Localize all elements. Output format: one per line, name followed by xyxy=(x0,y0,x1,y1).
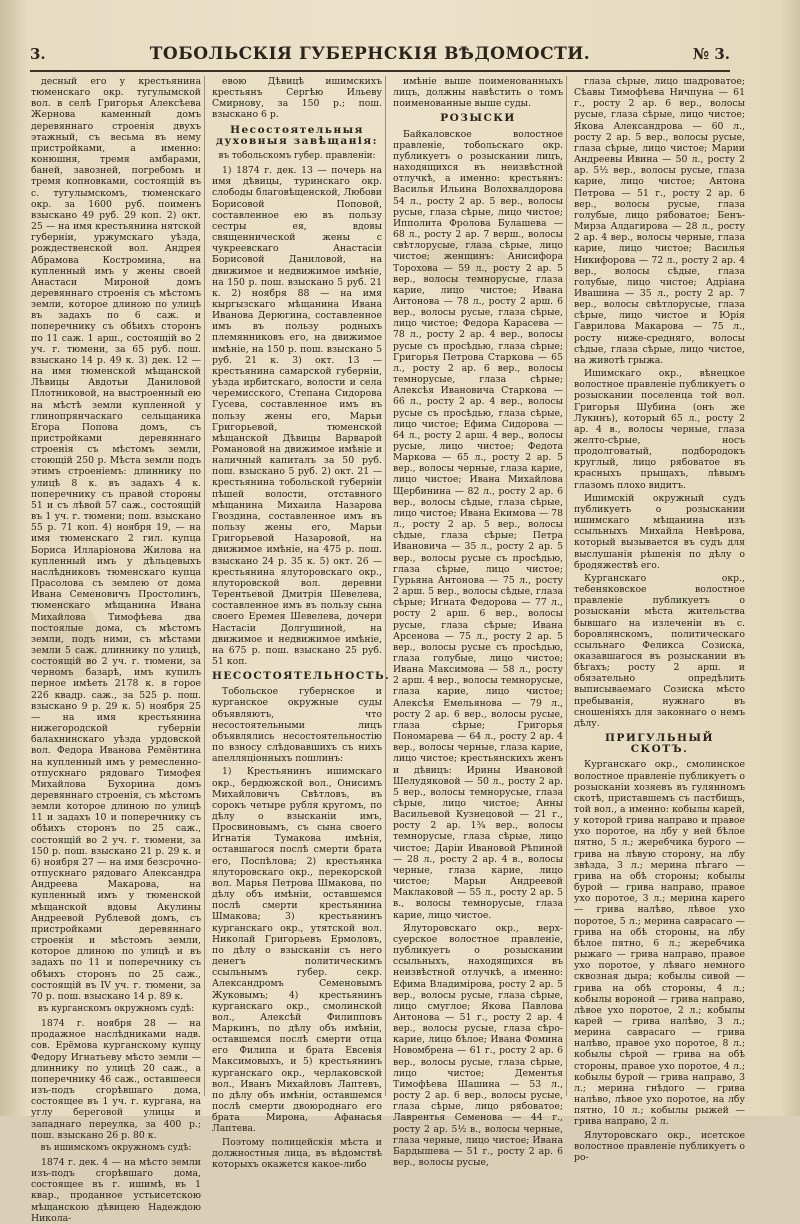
article-paragraph: евою Дѣвицѣ ишимскихъ крестьянъ Сергѣю Ильеву Смирнову, за 150 р.; пош. взыскано 6 р. xyxy=(212,76,382,121)
article-paragraph: Ялуторовскаго окр., исетское волостное правленіе публикуетъ о ро- xyxy=(574,1129,745,1163)
subsection-heading: въ тобольскомъ губер. правленіи: xyxy=(218,150,376,161)
article-paragraph: Тобольское губернское и курганское окружные суды объявляютъ, что несостоятельными лицъ объявлялись несостоятельностію по взносу слѣдовавшихъ съ нихъ апелляціонныхъ пошлинъ: xyxy=(212,686,382,765)
issue-number: № 3. xyxy=(692,45,730,63)
article-paragraph: Поэтому полицейскія мѣста и должностныя лица, въ вѣдомствѣ которыхъ окажется какое-либо xyxy=(212,1136,382,1170)
text-column-3 xyxy=(390,76,567,1168)
article-paragraph: Курганскаго окр., тебеняковское волостное правленіе публикуетъ о розысканіи мѣста жительства бывшаго на излеченіи въ с. боровлянскомъ, политическаго ссыльнаго Феликса Созиска, оказавшагося въ розыскании въ бѣгахъ; росту 2 арш. и обязательно опредѣлить выписываемаго Созиска мѣсто пребыванія, нужнаго въ сношеніяхъ для законнаго о немъ дѣлу. xyxy=(574,572,745,729)
section-heading: Несостоятельныя духовныя завѣщанія: xyxy=(215,123,379,147)
article-paragraph: Ишимскій окружный судъ публикуетъ о розыскании ишимскаго мѣщанина изъ ссыльныхъ Михайла Невѣрова, который вызывается въ судъ для выслушанія рѣшенія по дѣлу о бродяжествѣ его. xyxy=(574,492,745,571)
article-paragraph: Ялуторовскаго окр., верх-суерское волостное правленіе, публикуетъ о розыскании ссыльныхъ, находящихся въ неизвѣстной отлучкѣ, а именно: Ефима Владимірова, росту 2 ар. 5 вер., волосы русые, глаза сѣрые, лицо смуглое; Якова Павлова Антонова — 51 г., росту 2 ар. 4 вер., волосы русые, глаза сѣро-карие, лицо бѣлое; Ивана Фомина Новомбрена — 61 г., росту 2 ар. 6 вер., волосы русые, глаза сѣрые, лицо чистое; Дементья Тимофѣева Шашина — 53 л., росту 2 ар. 6 вер., волосы русые, глаза сѣрые, лицо рябоватое; Лаврентья Семенова — 44 г., росту 2 ар. 5½ в., волосы черные, глаза черные, лицо чистое; Ивана Бардышева — 51 г., росту 2 ар. 6 вер., волосы русые, xyxy=(393,922,563,1168)
section-heading: НЕСОСТОЯТЕЛЬНОСТЬ. xyxy=(212,670,391,683)
subsection-heading: въ ишимскомъ окружномъ судѣ: xyxy=(40,1142,192,1153)
article-paragraph: 1874 г. ноября 28 — на продажное наслѣдниками надв. сов. Ерёмова курганскому купцу Федору Игнатьеву мѣсто земли — длиннику по улицѣ 20 саж., а поперечнику 46 саж., оставшееся изъ-подъ сгорѣвшаго дома, состоящее въ 1 уч. г. кургана, на углу береговой улицы и западнаго переулка, за 400 р.; пош. взыскано 26 р. 80 к. xyxy=(31,1018,201,1141)
text-column-1 xyxy=(28,76,205,1224)
page-number: 3. xyxy=(30,45,46,63)
article-paragraph: 1) Крестьянинъ ишимскаго окр., бердюжской вол., Онисимъ Михайловичъ Свѣтловъ, въ сорокъ четыре рубля кругомъ, по дѣлу о взысканіи имъ, Просвиновымъ, съ сына своего Игнатія Тумакова имѣнія, оставшагося послѣ смерти брата его, Поспѣлова; 2) крестьянка ялуторовскаго окр., перекорской вол. Марья Петрова Шмакова, по дѣлу объ имѣніи, оставшемся послѣ смерти крестьянина Шмакова; 3) крестьянинъ курганскаго окр., утятской вол. Николай Григорьевъ Ермоловъ, по дѣлу о взысканіи съ него денегъ политическимъ ссыльнымъ губер. секр. Александромъ Семеновымъ Жуковымъ; 4) крестьянинъ курганскаго окр., смолинской вол., Алексѣй Филипповъ Маркинъ, по дѣлу объ имѣніи, оставшемся послѣ смерти отца его Филипа и брата Евсевія Максимовыхъ, и 5) крестьянинъ курганскаго окр., черлаковской вол., Иванъ Михайловъ Лаптевъ, по дѣлу объ имѣніи, оставшемся послѣ смерти двоюроднаго его брата Мирона, Афанасья Лаптева. xyxy=(212,766,382,1135)
article-paragraph: Байкаловское волостное правленіе, тобольскаго окр. публикуетъ о розыскании лицъ, находящихся въ неизвѣстной отлучкѣ, а именно: крестьянъ: Василья Ильина Волохвалдорова 54 л., росту 2 ар. 5 вер., волосы русые, глаза сѣрые, лицо чистое; Ипполита Фролова Булашева — 68 л., росту 2 ар. 7 верш., волосы свѣтлорусые, глаза сѣрые, лицо чистое; женщинъ: Анисифора Торохова — 59 л., росту 2 ар. 5 вер., волосы темнорусые, глаза карие, лицо чистое; Ивана Антонова — 78 л., росту 2 арш. 6 вер., волосы русые, глаза сѣрые, лицо чистое; Федора Карасева — 78 л., росту 2 ар. 4 вер., волосы русые съ просѣдью, глаза сѣрые; Григорья Петрова Старкова — 65 л., росту 2 ар. 6 вер., волосы темнорусые, глаза сѣрые; Алексѣя Ивановича Старкова — 66 л., росту 2 ар. 4 вер., волосы русые съ просѣдью, глаза сѣрые, лицо чистое; Ефима Сидорова — 64 л., росту 2 арш. 4 вер., волосы русые, лицо чистое; Федота Маркова — 65 л., росту 2 ар. 5 вер., волосы черные, глаза карие, лицо чистое; Ивана Михайлова Щербинина — 82 л., росту 2 ар. 6 вер., волосы сѣдые, глаза сѣрые, лицо чистое; Ивана Екимова — 78 л., росту 2 ар. 5 вер., волосы сѣдые, глаза сѣрые; Петра Ивановича — 35 л., росту 2 ар. 5 вер., волосы русые съ просѣдью, глаза сѣрые, лицо чистое; Гурьяна Антонова — 75 л., росту 2 арш. 5 вер., волосы сѣдые, глаза сѣрые; Игната Федорова — 77 л., росту 2 арш. 6 вер., волосы русые, глаза сѣрые; Ивана Арсенова — 75 л., росту 2 ар. 5 вер., волосы русые съ просѣдью, глаза голубые, лицо чистое; Ивана Максимова — 58 л., росту 2 арш. 4 вер., волосы темнорусые, глаза карие, лицо чистое; Алексѣя Емельянова — 79 л., росту 2 ар. 6 вер., волосы русые, глаза сѣрые; Григорья Пономарева — 64 л., росту 2 ар. 4 вер., волосы черные, глаза карие, лицо чистое; крестьянскихъ женъ и дѣвицъ: Ирины Ивановой Шелудяковой — 50 л., росту 2 ар. 5 вер., волосы темнорусые, глаза сѣрые, лицо чистое; Анны Васильевой Кузнецовой — 21 г., росту 2 ар. 1¾ вер., волосы темнорусые, глаза сѣрые, лицо чистое; Даріи Ивановой Рѣпиной — 28 л., росту 2 ар. 4 в., волосы черные, глаза карие, лицо чистое; Марьи Андреевой Маклаковой — 55 л., росту 2 ар. 5 в., волосы темнорусые, глаза карие, лицо чистое. xyxy=(393,128,563,921)
page-header xyxy=(30,38,730,72)
text-column-2 xyxy=(209,76,391,1170)
text-column-4 xyxy=(571,76,748,1163)
article-paragraph: 1) 1874 г. дек. 13 — почерь на имя дѣвицы, туринскаго окр. слободы благовѣщенской, Любови Борисовой Поповой, составленное ею въ пользу сестры ея, вдовы священнической жены с чукреевскаго Анастасіи Борисовой Даниловой, на движимое и недвижимое имѣніе, на 150 р. пош. взыскано 5 руб. 21 к. 2) ноября 88 — на имя кыргызскаго мѣщанина Ивана Иванова Дерюгина, составленное имъ въ пользу родныхъ племянниковъ его, на движимое имѣніе, на 150 р. пош. взыскано 5 руб. 21 к. 3) окт. 13 — крестьянина самарской губерніи, уѣзда ирбитскаго, волости и села черемисского, Степана Сидорова Гусева, составленное имъ въ пользу жены его, Марьи Григорьевой, тюменской мѣщанской Дѣвицы Варварой Романовой на движимое имѣніе и наличный капиталъ за 50 руб. пош. взыскано 5 руб. 2) окт. 21 — крестьянина тобольской губерніи пѣшей волости, отставного мѣщанина Михаила Назарова Гвоздина, составленное имъ въ пользу жены его, Марьи Григорьевой Назаровой, на движимое имѣніе, на 475 р. пош. взыскано 24 р. 35 к. 5) окт. 26 — крестьянина ялуторовскаго окр., ялуторовской вол. деревни Терентьевой Дмитрія Шевелева, составленное имъ въ пользу сына своего Еремея Шевелева, дочери Настасіи Долгушиной, на движимое и недвижимое имѣніе, на 675 р. пош. взыскано 25 руб. 51 коп. xyxy=(212,165,382,667)
article-paragraph: имѣніе выше поименованныхъ лицъ, должны навѣстить о томъ поименованные выше суды. xyxy=(393,76,563,110)
section-heading: ПРИГУЛЬНЫЙ СКОТЪ. xyxy=(605,732,714,756)
newspaper-title: ТОБОЛЬСКIЯ ГУБЕРНСКIЯ ВѢДОМОСТИ. xyxy=(149,44,591,64)
article-paragraph: 1874 г. дек. 4 — на мѣсто земли изъ-подъ сгорѣвшаго дома, состоящее въ г. ишимѣ, въ 1 квар., проданное устьисетскою мѣщанскою дѣвицею Надеждою Никола- xyxy=(31,1157,201,1224)
article-paragraph: десный его у крестьянина тюменскаго окр. тугулымской вол. в селѣ Григорья Алексѣева Жернова каменный домъ деревяннаго строенія двухъ этажный, съ весьма въ нему пристройками, а именно: конюшня, тремя амбарами, баней, завозней, погребомъ и тремя копновками, состоящій въ с. тугулымскомъ, тюменскаго окр. за 1600 руб. поименъ взыскано 49 руб. 29 коп. 2) окт. 25 — на имя крестьянина нятской губерніи, уржумскаго уѣзда, рождественской вол. Андрея Абрамова Костромина, на купленный имъ у жены своей Анастаси Мироной домъ деревяннаго строенія съ мѣстомъ земли, которое длиною по улицѣ въ задахъ по 6 саж. и поперечнику съ обѣихъ сторонъ по 11 саж. 1 арш., состоящій во 2 уч. г. тюмени, за 65 руб. пош. взыскано 14 р. 49 к. 3) дек. 12 — на имя тюменской мѣщанской Лѣвицы Авдотьи Даниловой Плотниковой, на выстроенный ею на мѣстѣ земли купленной у глинопрянчаскаго сельщаника Егора Попова домъ, съ пристройками деревяннаго строенія съ мѣстомъ земли, стоющій 250 р. Мѣста земли подъ этимъ строеніемъ: длиннику по улицѣ 8 к. въ задахъ 4 к. поперечнику съ правой стороны 51 и съ лѣвой 57 саж., состоящій въ 1 уч. г. тюмени; пош. взыскано 55 р. 71 коп. 4) ноября 19, — на имя тюменскаго 2 гил. купца Бориса Илларіонова Жилова на купленный имъ у дѣльцевыхъ наслѣдниковъ тюменскаго купца Прасолова съ землею от дома Ивана Семеновичъ Простолинъ, тюменскаго мѣщанина Ивана Михайлова Тимофѣева два постоялые дома, съ мѣстомъ земли, подъ ними, съ мѣстами земли 5 саж. длиннику по улицѣ, состоящій во 2 уч. г. тюмени, за черномъ базарѣ, имъ купилъ перное имѣеть 2178 к. в горое 226 квадр. саж., за 525 р. пош. взыскано 9 р. 29 к. 5) ноября 25 — на имя крестьянина нижегородской губерніи балахнинскаго уѣзда урдовской вол. Федора Иванова Ремёнтина на купленный имъ у ремесленно-отпускнаго рядоваго Тимофея Михайлова Бухорина домъ деревяннаго строенія, съ мѣстомъ земли которое длиною по улицѣ 11 и задахъ 10 и поперечнику съ обѣихъ сторонъ по 25 саж., состоящій во 2 уч. г. тюмени, за 150 р. пош. взыскано 21 р. 29 к. и 6) ноября 27 — на имя безсрочно-отпускнаго рядоваго Александра Андреева Макарова, на купленный имъ у тюменской мѣщанской вдовы Акулины Андреевой Рублевой домъ, съ пристройками деревяннаго строенія и мѣстомъ земли, которое длиною по улицѣ и въ задахъ по 11 и поперечнику съ обѣихъ сторонъ по 25 саж., состоящій въ IV уч. г. тюмени, за 70 р. пош. взыскано 14 р. 89 к. xyxy=(31,76,201,1002)
section-heading: РОЗЫСКИ xyxy=(440,112,516,125)
article-paragraph: глаза сѣрые, лицо шадроватое; Сѣавы Тимофѣева Ничпуна — 61 г., росту 2 ар. 6 вер., волосы русые, глаза сѣрые, лицо чистое; Якова Александрова — 60 л., росту 2 ар. 5 вер., волосы русые, глаза сѣрые, лицо чистое; Марии Андреевы Ивина — 50 л., росту 2 ар. 5½ вер., волосы русые, глаза карие, лицо чистое; Антона Петрова — 51 г., росту 2 ар. 6 вер., волосы русые, глаза голубые, лицо рябоватое; Бенъ-Мирза Алдагирова — 28 л., росту 2 ар. 4 вер., волосы черные, глаза карие, лицо чистое; Василья Никифорова — 72 л., росту 2 ар. 4 вер., волосы сѣдые, глаза голубые, лицо чистое; Адріана Ивашина — 35 л., росту 2 ар. 7 вер., волосы свѣтлорусые, глаза сѣрые, лицо чистое и Юрія Гаврилова Макарова — 75 л., росту ниже-средняго, волосы сѣдые, глаза сѣрые, лицо чистое, на животѣ грыжа. xyxy=(574,76,745,366)
article-paragraph: Ишимскаго окр., вѣнецкое волостное правленіе публикуетъ о розыскании поселенца той вол. Григорья Шубина (онъ же Лукинъ), который 65 л., росту 2 ар. 4 в., волосы черные, глаза желто-сѣрые, носъ продолговатый, подбородокъ круглый, лицо рябоватое въ красныхъ прыщахъ, лѣвымъ глазомъ плохо видитъ. xyxy=(574,368,745,491)
article-paragraph: Курганскаго окр., смолинское волостное правленіе публикуетъ о розысканіи хозяевъ въ гулянномъ скотѣ, приставшемъ съ пастбищъ, той вол., а именно: кобылы карей, у которой грива направо и правое ухо поротое, на лбу у ней бѣлое пятно, 5 л.; жеребчика бурого — грива на лѣвую сторону, на лбу звѣзда, 3 л.; мерина пѣгаго — грива на обѣ стороны; кобылы бурой — грива направо, правое ухо поротое, 3 л.; мерина карего — грива налѣво, лѣвое ухо поротое, 5 л.; мерина саврасаго — грива на обѣ стороны, на лбу бѣлое пятно, 6 л.; жеребчика рыжаго — грива направо, правое ухо поротое, у лѣваго немного сквозная дыра; кобылы сивой — грива на обѣ стороны, 4 л.; кобылы вороной — грива направо, лѣвое ухо поротое, 2 л.; кобылы карей — грива налѣво, 3 л.; мерина саврасаго — грива налѣво, правое ухо поротое, 8 л.; кобылы сѣрой — грива на обѣ стороны, правое ухо поротое, 4 л.; кобылы бурой — грива направо, 3 л.; мерина гнѣдого — грива налѣво, лѣвое ухо поротое, на лбу пятно, 10 л.; кобылы рыжей — грива направо, 2 л. xyxy=(574,759,745,1128)
text-columns xyxy=(28,76,748,1224)
subsection-heading: въ курганскомъ окружномъ судѣ: xyxy=(37,1003,195,1014)
